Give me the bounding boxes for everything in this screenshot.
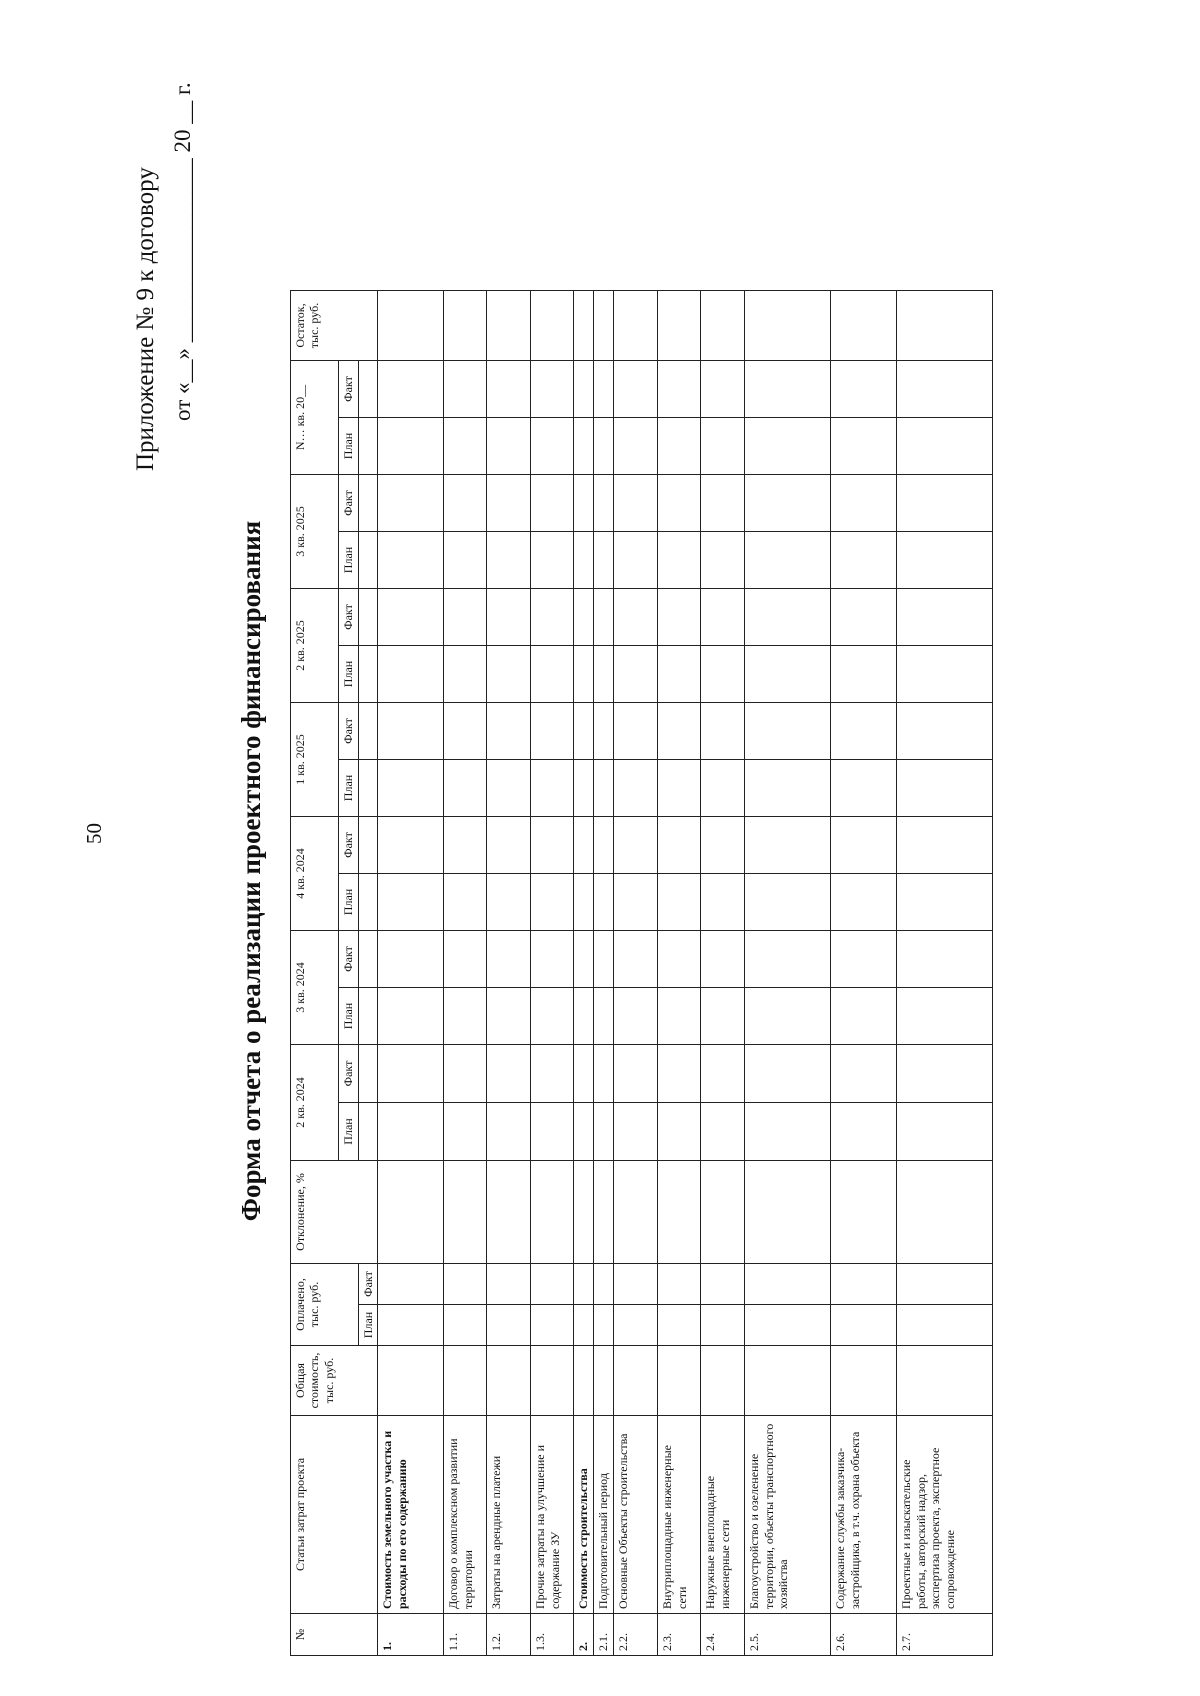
header-remainder: Остаток, тыс. руб. [291, 291, 378, 361]
header-deviation: Отклонение, % [291, 1161, 378, 1264]
header-q1-plan: План [339, 1103, 359, 1161]
row-number: 2.4. [701, 1614, 745, 1656]
header-q2-fact: Факт [339, 931, 359, 988]
header-q4-fact: Факт [339, 703, 359, 760]
row-number: 1.3. [531, 1614, 574, 1656]
row-label: Внутриплощадные инженерные сети [658, 1416, 701, 1614]
row-label: Договор о комплексном развитии территории [444, 1416, 487, 1614]
row-number: 1.1. [444, 1614, 487, 1656]
header-total: Общая стоимость, тыс. руб. [291, 1346, 378, 1416]
row-label: Благоустройство и озеленение территории, объекты транспортного хозяйства [745, 1416, 831, 1614]
row-number: 2.5. [745, 1614, 831, 1656]
row-number: 2.3. [658, 1614, 701, 1656]
header-paid: Оплачено, тыс. руб. [291, 1264, 359, 1346]
table-row [594, 291, 614, 1656]
table-row [531, 291, 574, 1656]
table-row [831, 291, 897, 1656]
form-title: Форма отчета о реализации проектного финансирования [236, 520, 266, 1222]
row-label: Стоимость земельного участка и расходы по его содержанию [378, 1416, 444, 1614]
table-row [658, 291, 701, 1656]
table-row [745, 291, 831, 1656]
header-q6-fact: Факт [339, 475, 359, 532]
financing-report-table [290, 290, 993, 1656]
row-number: 2.7. [897, 1614, 993, 1656]
table-row [487, 291, 531, 1656]
header-q3-plan: План [339, 874, 359, 931]
header-item: Статьи затрат проекта [291, 1416, 378, 1614]
row-label: Содержание службы заказчика-застройщика, в т.ч. охрана объекта [831, 1416, 897, 1614]
header-paid-plan: План [359, 1305, 378, 1346]
row-label: Наружные внеплощадные инженерные сети [701, 1416, 745, 1614]
row-label: Прочие затраты на улучшение и содержание ЗУ [531, 1416, 574, 1614]
header-q4-plan: План [339, 760, 359, 817]
row-number: 2. [574, 1614, 594, 1656]
header-q2: 3 кв. 2024 [291, 931, 339, 1045]
header-q3: 4 кв. 2024 [291, 817, 339, 931]
header-q7: N… кв. 20__ [291, 361, 339, 475]
row-number: 1. [378, 1614, 444, 1656]
header-q5-plan: План [339, 646, 359, 703]
row-label: Подготовительный период [594, 1416, 614, 1614]
header-q3-fact: Факт [339, 817, 359, 874]
table-row [614, 291, 658, 1656]
table-row [378, 291, 444, 1656]
header-q2-plan: План [339, 988, 359, 1045]
row-label: Проектные и изыскательские работы, авторский надзор, экспертиза проекта, экспертное сопровождение [897, 1416, 993, 1614]
header-q1-fact: Факт [339, 1045, 359, 1103]
header-num: № [291, 1614, 378, 1656]
header-q5-fact: Факт [339, 589, 359, 646]
appendix-line-2: от «__» ________________ 20 __ г. [170, 82, 195, 421]
row-number: 2.2. [614, 1614, 658, 1656]
row-number: 2.6. [831, 1614, 897, 1656]
row-label: Стоимость строительства [574, 1416, 594, 1614]
row-number: 1.2. [487, 1614, 531, 1656]
table-body [378, 291, 993, 1656]
header-q7-plan: План [339, 418, 359, 475]
header-q1: 2 кв. 2024 [291, 1045, 339, 1161]
table-row [897, 291, 993, 1656]
header-q7-fact: Факт [339, 361, 359, 418]
page-number: 50 [82, 823, 106, 844]
header-q5: 2 кв. 2025 [291, 589, 339, 703]
table-row [574, 291, 594, 1656]
header-q6: 3 кв. 2025 [291, 475, 339, 589]
header-paid-fact: Факт [359, 1264, 378, 1305]
header-q6-plan: План [339, 532, 359, 589]
table-row [701, 291, 745, 1656]
row-label: Основные Объекты строительства [614, 1416, 658, 1614]
row-number: 2.1. [594, 1614, 614, 1656]
row-label: Затраты на арендные платежи [487, 1416, 531, 1614]
appendix-line-1: Приложение № 9 к договору [132, 167, 159, 471]
table-row [444, 291, 487, 1656]
header-q4: 1 кв. 2025 [291, 703, 339, 817]
